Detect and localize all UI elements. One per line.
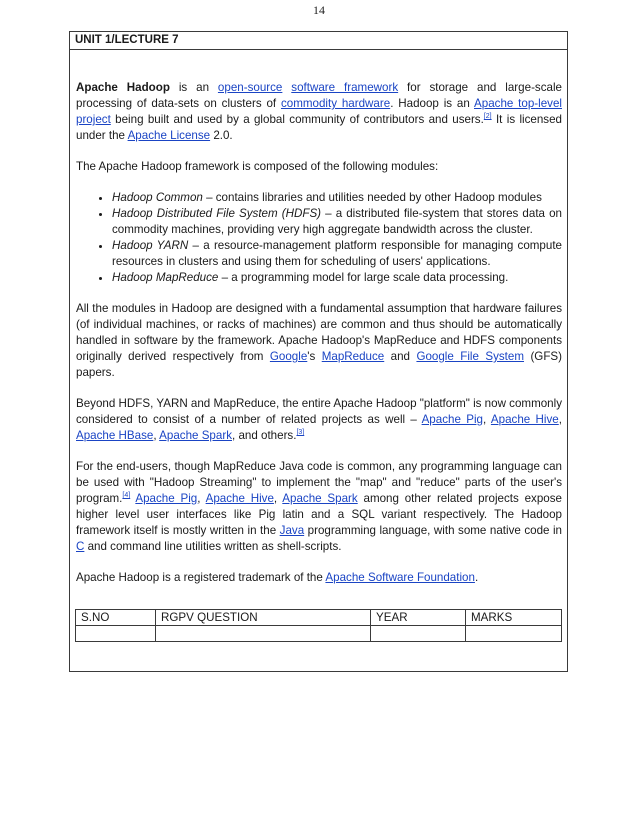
column-header-year: YEAR xyxy=(371,610,466,626)
text: . Hadoop is an xyxy=(390,97,475,110)
text: and command line utilities written as shell-scripts. xyxy=(84,540,342,553)
module-desc: – a programming model for large scale data processing. xyxy=(218,271,509,284)
text: , xyxy=(153,429,160,442)
link-apache-pig[interactable]: Apache Pig xyxy=(421,413,483,426)
text: , xyxy=(197,492,206,505)
text: and xyxy=(384,350,417,363)
module-desc: – a resource-management platform responsible for managing compute resources in clusters and using them for scheduling of users' applications. xyxy=(112,239,562,268)
module-name: Hadoop YARN xyxy=(112,239,189,252)
link-open-source[interactable]: open-source xyxy=(217,81,283,94)
text xyxy=(282,81,291,94)
module-name: Hadoop Common xyxy=(112,191,203,204)
module-desc: – a distributed file-system that stores data on commodity machines, providing very high aggregate bandwidth across the cluster. xyxy=(112,207,562,236)
link-apache-license[interactable]: Apache License xyxy=(127,129,211,142)
end-users-paragraph xyxy=(76,459,562,555)
text: among other related projects expose higher level user interfaces like Pig latin and a SQL variant respectively. The Hadoop framework itself is mostly written in the xyxy=(76,492,562,537)
link-mapreduce[interactable]: MapReduce xyxy=(321,350,385,363)
text: For the end-users, though MapReduce Java code is common, any programming language can be used with "Hadoop Streaming" to implement the "map" and "reduce" parts of the user's program. xyxy=(76,460,562,505)
citation-2[interactable]: [2] xyxy=(483,113,492,121)
text: for storage and large-scale processing of data-sets on clusters of xyxy=(76,81,562,110)
link-apache-pig[interactable]: Apache Pig xyxy=(135,492,198,505)
modules-list xyxy=(76,190,562,286)
column-header-sno: S.NO xyxy=(76,610,156,626)
table-cell xyxy=(156,626,371,642)
text: , xyxy=(482,413,491,426)
text: It is licensed under the xyxy=(76,113,562,142)
table-cell xyxy=(371,626,466,642)
link-commodity-hardware[interactable]: commodity hardware xyxy=(280,97,391,110)
link-apache-spark[interactable]: Apache Spark xyxy=(159,429,232,442)
text: being built and used by a global community of contributors and users. xyxy=(110,113,484,126)
link-google[interactable]: Google xyxy=(269,350,308,363)
link-apache-software-foundation[interactable]: Apache Software Foundation xyxy=(325,571,475,584)
column-header-marks: MARKS xyxy=(466,610,562,626)
platform-paragraph xyxy=(76,396,562,444)
intro-paragraph xyxy=(76,80,562,144)
text: , xyxy=(558,413,562,426)
link-apache-spark[interactable]: Apache Spark xyxy=(282,492,358,505)
text: programming language, with some native code in xyxy=(304,524,562,537)
modules-intro: The Apache Hadoop framework is composed of the following modules: xyxy=(76,160,439,173)
link-google-file-system[interactable]: Google File System xyxy=(416,350,525,363)
text: is an xyxy=(169,81,218,94)
link-apache-hive[interactable]: Apache Hive xyxy=(205,492,274,505)
text: 's xyxy=(307,350,322,363)
trademark-paragraph xyxy=(76,570,562,586)
module-item xyxy=(112,270,562,286)
text: . xyxy=(474,571,479,584)
table-cell xyxy=(76,626,156,642)
module-item xyxy=(112,206,562,238)
module-name: Hadoop Distributed File System (HDFS) xyxy=(112,207,322,220)
page-number: 14 xyxy=(313,3,325,17)
link-c[interactable]: C xyxy=(76,540,85,553)
table-header-row xyxy=(76,610,562,626)
unit-header: UNIT 1/LECTURE 7 xyxy=(70,32,567,50)
rgpv-question-table xyxy=(75,609,562,642)
module-desc: – contains libraries and utilities needed by other Hadoop modules xyxy=(202,191,542,204)
link-software-framework[interactable]: software framework xyxy=(291,81,399,94)
text: , and others. xyxy=(232,429,297,442)
text: 2.0. xyxy=(210,129,233,142)
text: Beyond HDFS, YARN and MapReduce, the entire Apache Hadoop "platform" is now commonly considered to consist of a number of related projects as well – xyxy=(76,397,562,426)
link-apache-hive[interactable]: Apache Hive xyxy=(490,413,559,426)
link-java[interactable]: Java xyxy=(279,524,305,537)
citation-4[interactable]: [4] xyxy=(122,492,131,500)
text: All the modules in Hadoop are designed with a fundamental assumption that hardware failures (of individual machines, or racks of machines) are common and thus should be automatically handled in software by the framework. Apache Hadoop's MapReduce and HDFS components originally derived respectively from xyxy=(76,302,562,363)
hadoop-bold-term: Apache Hadoop xyxy=(76,81,170,94)
design-paragraph xyxy=(76,301,562,381)
table-cell xyxy=(466,626,562,642)
column-header-question: RGPV QUESTION xyxy=(156,610,371,626)
text: , xyxy=(273,492,283,505)
link-apache-top-level-project[interactable]: Apache top-level project xyxy=(76,97,562,126)
citation-3[interactable]: [3] xyxy=(296,429,305,437)
module-item xyxy=(112,238,562,270)
lecture-content xyxy=(76,80,562,601)
link-apache-hbase[interactable]: Apache HBase xyxy=(76,429,154,442)
text: (GFS) papers. xyxy=(76,350,562,379)
lecture-frame xyxy=(69,31,568,672)
text: Apache Hadoop is a registered trademark of the xyxy=(76,571,326,584)
table-row xyxy=(76,626,562,642)
module-name: Hadoop MapReduce xyxy=(112,271,219,284)
module-item xyxy=(112,190,562,206)
